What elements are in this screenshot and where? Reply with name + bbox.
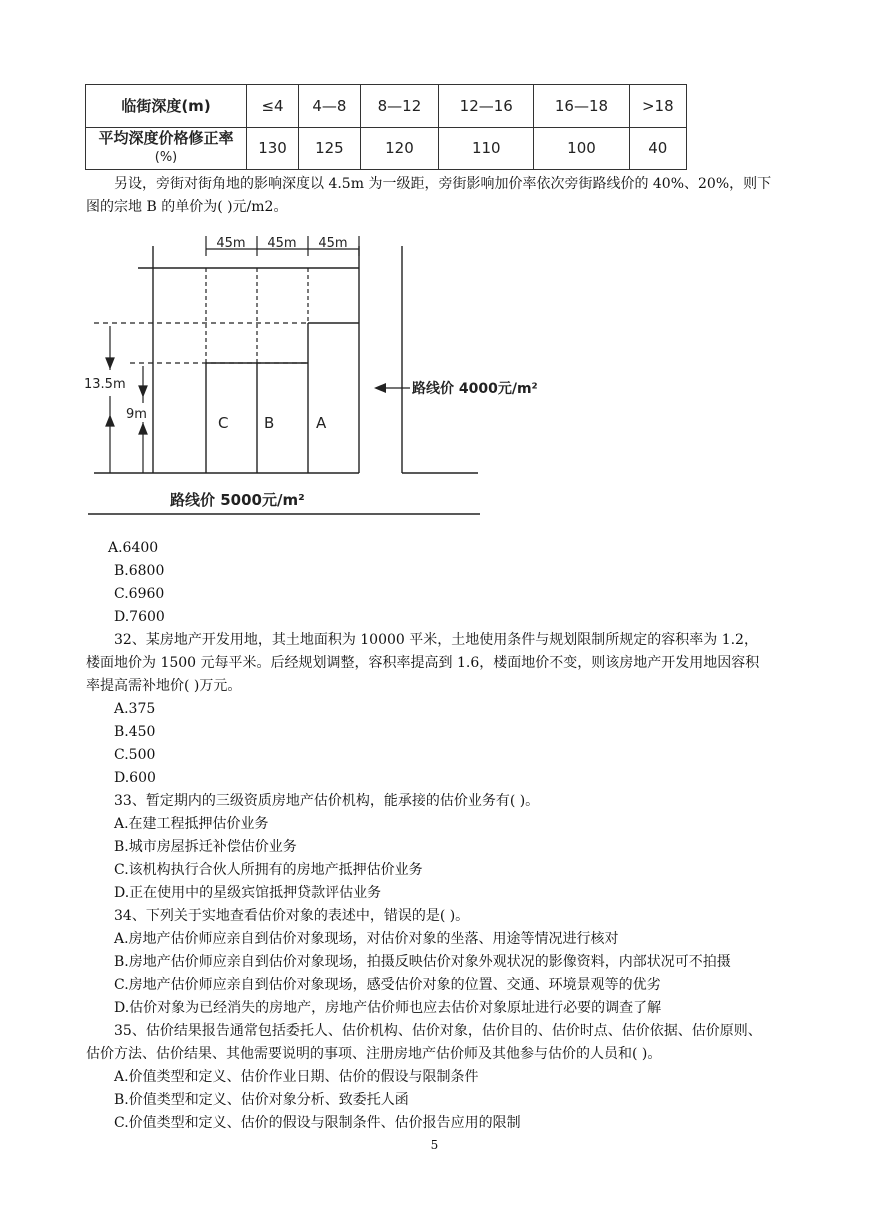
table-cell-depth: 12—16	[439, 85, 534, 128]
q34-option-c: C.房地产估价师应亲自到估价对象现场，感受估价对象的位置、交通、环境景观等的优劣	[114, 977, 661, 993]
table-row-depth	[86, 85, 687, 128]
q35-option-a: A.价值类型和定义、估价作业日期、估价的假设与限制条件	[114, 1069, 479, 1085]
q34-line-1: 34、下列关于实地查看估价对象的表述中，错误的是( )。	[114, 908, 470, 924]
depth-label-9m: 9m	[126, 407, 147, 422]
q35-option-c: C.价值类型和定义、估价的假设与限制条件、估价报告应用的限制	[114, 1115, 521, 1131]
q32-option-a: A.375	[114, 701, 156, 717]
q33-option-a: A.在建工程抵押估价业务	[114, 816, 269, 832]
table-cell-rate: 40	[629, 127, 686, 170]
table-cell-depth: >18	[629, 85, 686, 128]
table-header-depth: 临街深度(m)	[86, 85, 247, 128]
width-label: 45m	[318, 236, 348, 251]
q33-option-d: D.正在使用中的星级宾馆抵押贷款评估业务	[114, 885, 382, 901]
q34-option-b: B.房地产估价师应亲自到估价对象现场，拍摄反映估价对象外观状况的影像资料，内部状况可不拍摄	[114, 954, 731, 970]
parcel-diagram	[80, 228, 538, 528]
dashed-verticals	[206, 268, 308, 363]
parcel-label-c: C	[218, 414, 229, 432]
q33-line-1: 33、暂定期内的三级资质房地产估价机构，能承接的估价业务有( )。	[114, 793, 540, 809]
q31-option-d: D.7600	[114, 609, 165, 625]
page-number: 5	[430, 1138, 439, 1152]
table-cell-depth: 16—18	[534, 85, 629, 128]
q32-line-2: 楼面地价为 1500 元每平米。后经规划调整，容积率提高到 1.6，楼面地价不变，则该房地产开发用地因容积	[86, 655, 760, 671]
parcel-label-a: A	[316, 414, 327, 432]
q31-option-a: A.6400	[108, 540, 159, 556]
q35-option-b: B.价值类型和定义、估价对象分析、致委托人函	[114, 1092, 409, 1108]
depth-label-13-5m: 13.5m	[84, 377, 126, 392]
q34-option-a: A.房地产估价师应亲自到估价对象现场，对估价对象的坐落、用途等情况进行核对	[114, 931, 619, 947]
width-label: 45m	[216, 236, 246, 251]
parcel-label-b: B	[264, 414, 275, 432]
intro-line-1: 另设，旁街对街角地的影响深度以 4.5m 为一级距，旁街影响加价率依次旁街路线价的 40%、20%，则下	[114, 176, 772, 192]
table-cell-depth: 8—12	[360, 85, 438, 128]
dashed-horizontals	[94, 323, 308, 363]
q33-option-c: C.该机构执行合伙人所拥有的房地产抵押估价业务	[114, 862, 423, 878]
table-cell-depth: 4—8	[299, 85, 361, 128]
q31-option-c: C.6960	[114, 586, 165, 602]
width-label: 45m	[267, 236, 297, 251]
table-cell-rate: 110	[439, 127, 534, 170]
depth-arrows	[106, 326, 147, 473]
q32-line-1: 32、某房地产开发用地，其土地面积为 10000 平米，土地使用条件与规划限制所规定的容积率为 1.2，	[114, 632, 758, 648]
table-cell-rate: 120	[360, 127, 438, 170]
main-street-price: 路线价 5000元/m²	[170, 491, 305, 509]
q34-option-d: D.估价对象为已经消失的房地产，房地产估价师也应去估价对象原址进行必要的调查了解	[114, 1000, 662, 1016]
table-header-rate-unit: (%)	[154, 150, 178, 166]
table-row-rate	[86, 127, 687, 170]
q35-line-2: 估价方法、估价结果、其他需要说明的事项、注册房地产估价师及其他参与估价的人员和( )。	[86, 1046, 662, 1062]
table-cell-rate: 125	[299, 127, 361, 170]
q32-option-d: D.600	[114, 770, 156, 786]
q31-option-b: B.6800	[114, 563, 165, 579]
side-street	[402, 246, 478, 473]
q32-line-3: 率提高需补地价( )万元。	[86, 678, 242, 694]
intro-line-2: 图的宗地 B 的单价为( )元/m2。	[86, 199, 288, 215]
q35-line-1: 35、估价结果报告通常包括委托人、估价机构、估价对象，估价目的、估价时点、估价依据、估价原则、	[114, 1023, 762, 1039]
q32-option-c: C.500	[114, 747, 156, 763]
table-cell-rate: 130	[247, 127, 299, 170]
table-header-rate-label: 平均深度价格修正率	[98, 129, 234, 148]
side-street-price: 路线价 4000元/m²	[412, 381, 538, 397]
side-price-arrow	[374, 383, 410, 393]
table-cell-depth: ≤4	[247, 85, 299, 128]
block-outline	[94, 246, 359, 473]
table-cell-rate: 100	[534, 127, 629, 170]
table-header-rate	[86, 127, 247, 170]
depth-correction-table	[85, 84, 687, 170]
q33-option-b: B.城市房屋拆迁补偿估价业务	[114, 839, 297, 855]
q32-option-b: B.450	[114, 724, 156, 740]
